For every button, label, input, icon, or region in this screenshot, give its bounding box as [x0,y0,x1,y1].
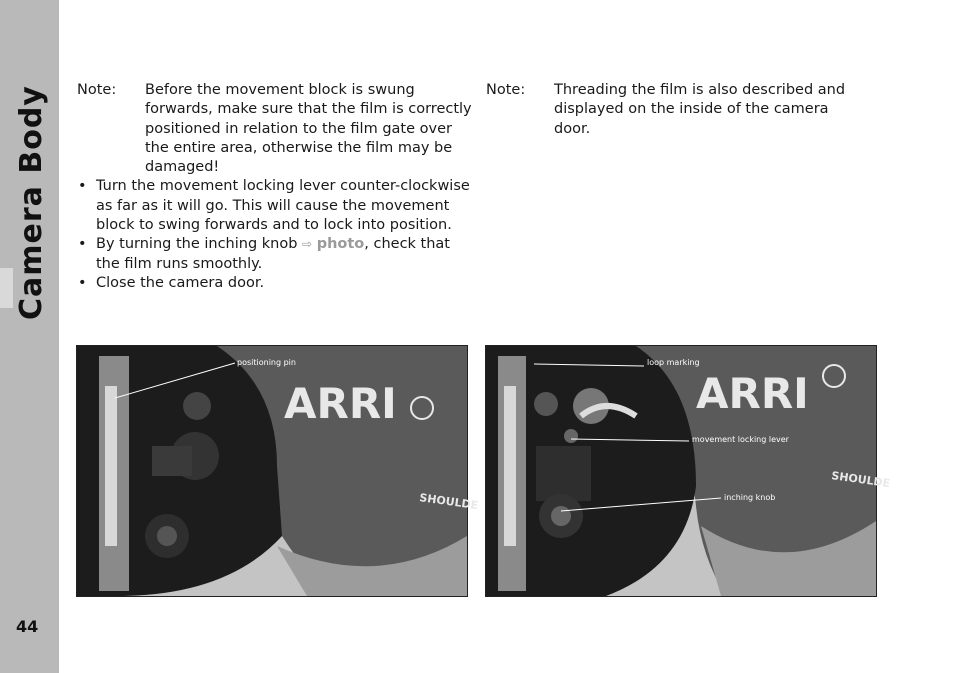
sidebar-tab-marker [0,268,13,308]
note-text: Threading the film is also described and displayed on the inside of the camera door. [554,82,846,137]
left-column [77,81,472,293]
photo-reference-link[interactable]: photo [316,236,365,253]
arrow-right-icon: ⇨ [302,237,313,252]
right-note [486,81,866,139]
section-title-text: Camera Body [14,85,49,320]
callout-loop-marking: loop marking [647,358,700,367]
shoulder-text: SHOULDE [418,491,479,513]
arri-logo-text: ARRI [696,369,809,418]
bullet-text-suffix: , check that the film runs smoothly. [96,236,450,272]
bullet-text-prefix: By turning the inching knob [96,236,303,253]
camera-photo-inching-knob [485,345,891,597]
callout-inching-knob: inching knob [724,493,776,502]
callout-positioning-pin: positioning pin [237,358,296,367]
note-label: Note: [77,82,117,98]
page-number: 44 [16,617,39,636]
camera-photo-positioning-pin [76,345,479,597]
left-note [77,81,472,177]
instruction-list [77,177,472,293]
note-text: Before the movement block is swung forwards, make sure that the film is correctly positioned in relation to the film gate over the entire area, otherwise the film may be damaged! [145,82,472,176]
note-label: Note: [486,82,526,98]
callout-movement-locking-lever: movement locking lever [692,435,789,444]
sidebar [0,0,59,673]
shoulder-text: SHOULDE [830,469,891,491]
camera-illustration [486,346,891,596]
bullet-text: Close the camera door. [96,274,265,291]
list-item [77,177,472,235]
camera-illustration [77,346,479,596]
right-column [486,81,866,139]
bullet-text: Turn the movement locking lever counter-clockwise as far as it will go. This will cause the movement block to swing forwards and to lock into position. [96,178,470,234]
arri-logo-text: ARRI [284,379,397,428]
list-item [77,235,472,274]
list-item [77,274,472,293]
